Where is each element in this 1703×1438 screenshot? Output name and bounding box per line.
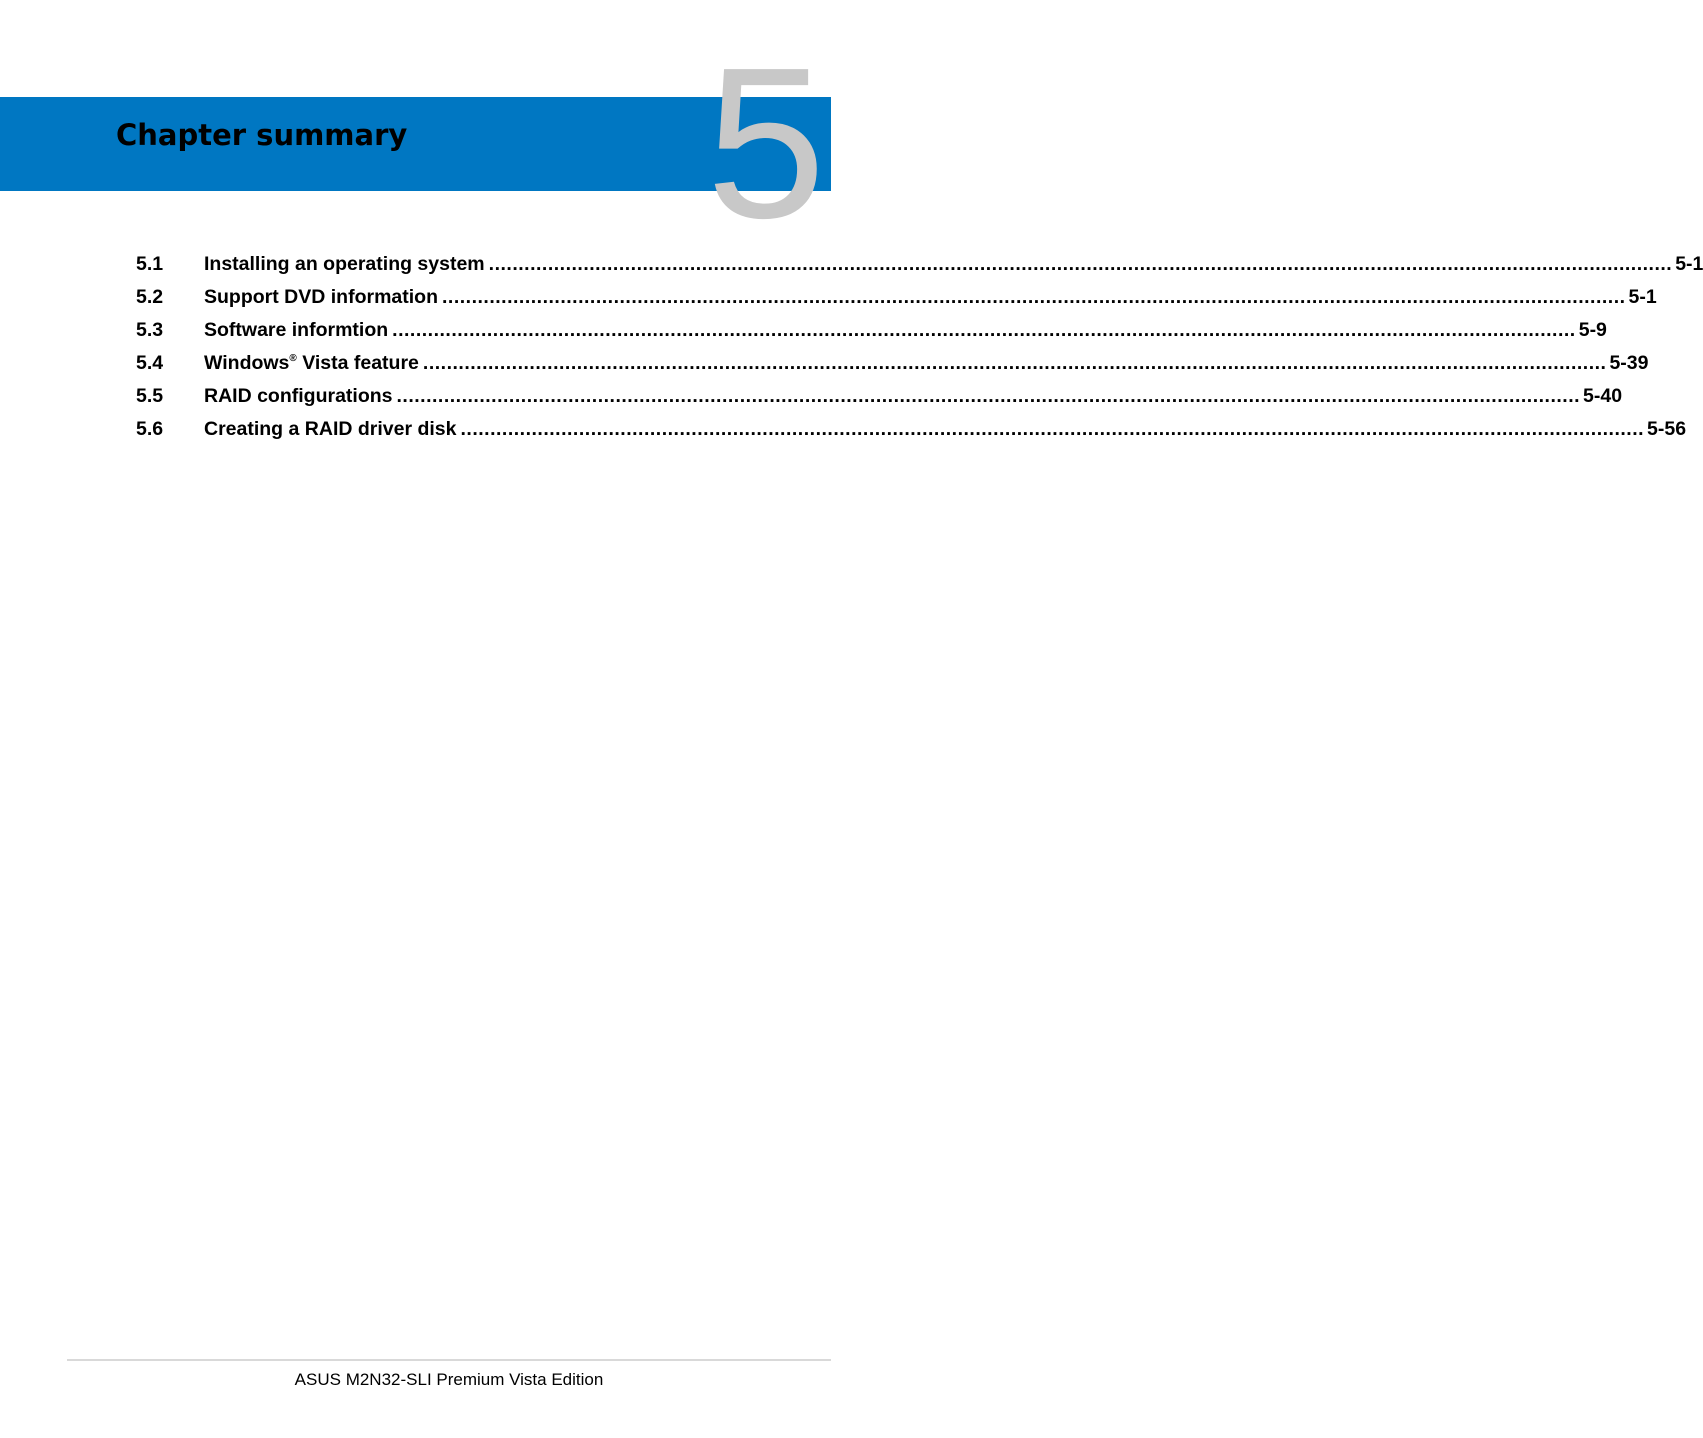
- toc-entry-title: Windows® Vista feature: [204, 352, 419, 374]
- toc-entry-page: 5-9: [1578, 319, 1607, 341]
- toc-entry-title: Creating a RAID driver disk: [204, 418, 457, 440]
- toc-entry-page: 5-40: [1583, 385, 1623, 407]
- toc-entry-number: 5.1: [136, 253, 164, 275]
- toc-entry-page: 5-1: [1628, 286, 1657, 308]
- footer-divider: [67, 1359, 831, 1361]
- chapter-number: 5: [706, 22, 826, 263]
- toc-dot-leader: ........................................................................................................................................................................................................: [460, 418, 1645, 440]
- toc-entry-title: Support DVD information: [204, 286, 438, 308]
- toc-entry-number: 5.6: [136, 418, 164, 440]
- toc-dot-leader: ........................................................................................................................................................................................................: [488, 253, 1673, 275]
- toc-entry-title: Installing an operating system: [204, 253, 485, 275]
- toc-entry-number: 5.4: [136, 352, 164, 374]
- chapter-title: Chapter summary: [116, 118, 408, 152]
- toc-entry-number: 5.5: [136, 385, 164, 407]
- toc-entry-title: Software informtion: [204, 319, 389, 341]
- toc-entry-number: 5.2: [136, 286, 164, 308]
- toc-entry[interactable]: [136, 319, 1607, 352]
- footer-product-name: ASUS M2N32-SLI Premium Vista Edition: [294, 1370, 604, 1389]
- toc-entry[interactable]: [136, 418, 1687, 451]
- toc-dot-leader: ........................................................................................................................................................................................................: [392, 319, 1576, 341]
- toc-entry-page: 5-1: [1675, 253, 1703, 275]
- toc-entry[interactable]: [136, 286, 1657, 319]
- toc-entry[interactable]: [136, 352, 1649, 385]
- table-of-contents: [136, 253, 1703, 451]
- toc-entry-page: 5-56: [1647, 418, 1687, 440]
- toc-dot-leader: ........................................................................................................................................................................................................: [441, 286, 1626, 308]
- toc-entry[interactable]: [136, 253, 1703, 286]
- toc-dot-leader: ........................................................................................................................................................................................................: [396, 385, 1581, 407]
- toc-entry-page: 5-39: [1609, 352, 1649, 374]
- toc-entry-number: 5.3: [136, 319, 164, 341]
- toc-entry[interactable]: [136, 385, 1623, 418]
- registered-mark: ®: [289, 353, 297, 364]
- toc-dot-leader: ........................................................................................................................................................................................................: [422, 352, 1607, 374]
- toc-entry-title: RAID configurations: [204, 385, 393, 407]
